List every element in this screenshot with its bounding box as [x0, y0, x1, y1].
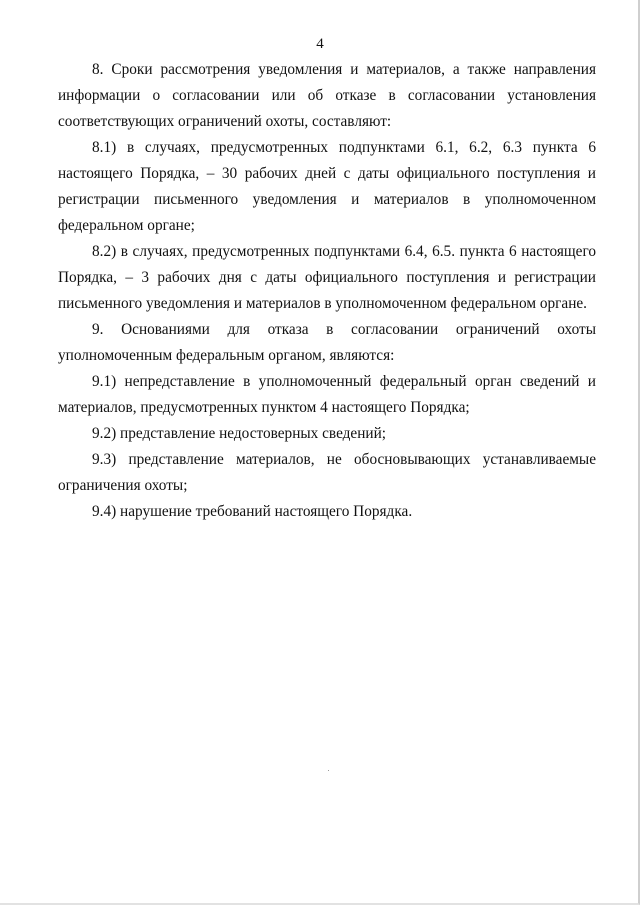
paragraph-9-1: 9.1) непредставление в уполномоченный федеральный орган сведений и материалов, предусмотренных пунктом 4 настоящего Порядка; [58, 373, 596, 416]
paragraph-9-3: 9.3) представление материалов, не обосновывающих устанавливаемые ограничения охоты; [58, 451, 596, 494]
paragraph-9-4: 9.4) нарушение требований настоящего Порядка. [92, 503, 413, 520]
paragraph-8-1: 8.1) в случаях, предусмотренных подпунктами 6.1, 6.2, 6.3 пункта 6 настоящего Порядка, – 30 рабочих дней с даты официального поступления и регистрации письменного уведомления и материалов в уполномоченном федеральном органе; [58, 139, 596, 234]
page-number: 4 [316, 36, 324, 52]
document-body [58, 57, 596, 525]
paragraph-9: 9. Основаниями для отказа в согласовании ограничений охоты уполномоченным федеральным органом, являются: [58, 321, 596, 364]
paragraph-9-2: 9.2) представление недостоверных сведений; [92, 425, 387, 442]
paragraph-8: 8. Сроки рассмотрения уведомления и материалов, а также направления информации о согласовании или об отказе в согласовании установления соответствующих ограничений охоты, составляют: [58, 61, 596, 130]
paragraph-8-2: 8.2) в случаях, предусмотренных подпунктами 6.4, 6.5. пункта 6 настоящего Порядка, – 3 рабочих дня с даты официального поступления и регистрации письменного уведомления и материалов в уполномоченном федеральном органе. [58, 243, 596, 312]
scan-speck [328, 770, 329, 771]
